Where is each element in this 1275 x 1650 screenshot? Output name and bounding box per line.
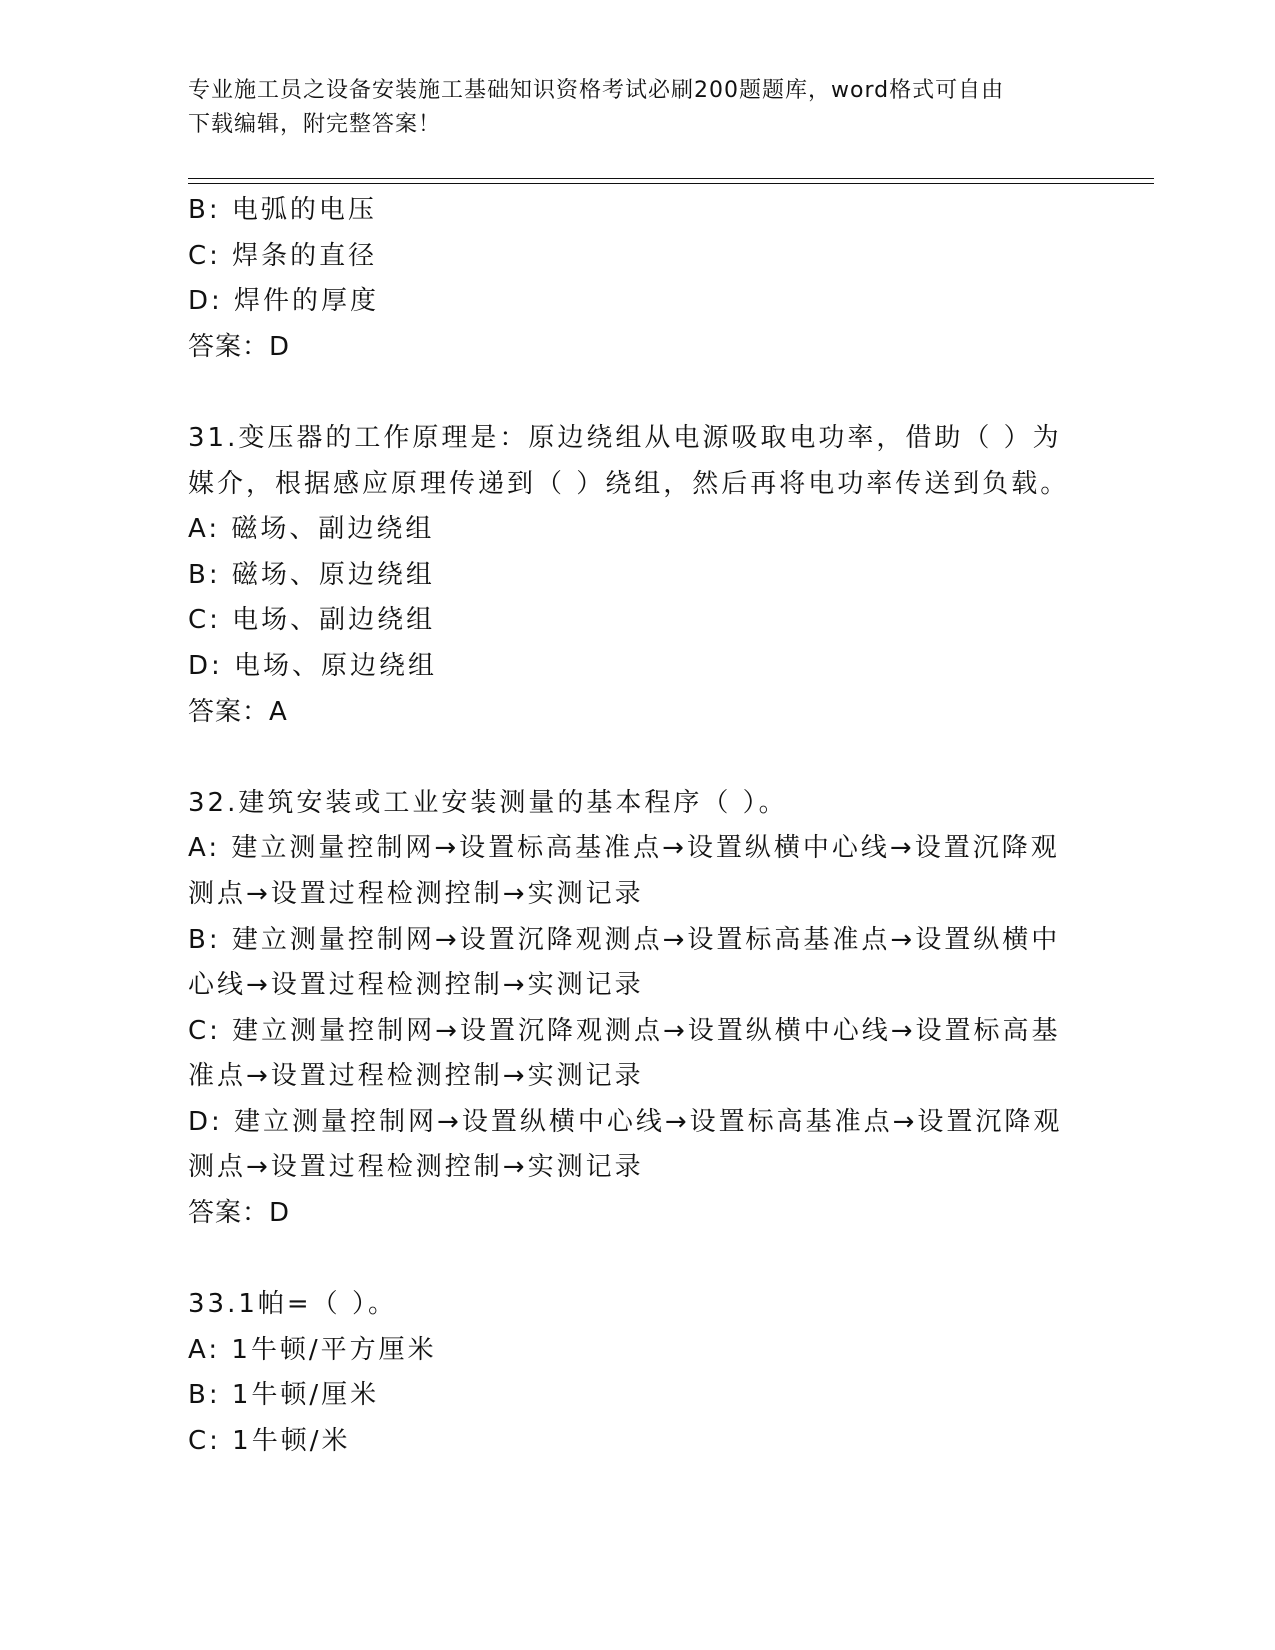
header-title-line-2: 下载编辑，附完整答案！: [188, 112, 442, 137]
question-31-option-b: B: 磁场、原边绕组: [188, 559, 435, 590]
document-body: [188, 188, 1088, 1465]
question-32-option-d-line-1: D: 建立测量控制网→设置纵横中心线→设置标高基准点→设置沉降观: [188, 1106, 1063, 1137]
question-32-option-c-line-1: C: 建立测量控制网→设置沉降观测点→设置纵横中心线→设置标高基: [188, 1015, 1061, 1046]
question-32-option-b-line-1: B: 建立测量控制网→设置沉降观测点→设置标高基准点→设置纵横中: [188, 924, 1061, 955]
question-31-option-d: D: 电场、原边绕组: [188, 650, 438, 681]
option-d: D: 焊件的厚度: [188, 286, 380, 317]
question-32-option-b-line-2: 心线→设置过程检测控制→实测记录: [188, 970, 644, 1001]
document-header: [188, 74, 1088, 142]
question-32-option-a-line-2: 测点→设置过程检测控制→实测记录: [188, 878, 644, 909]
question-33-stem: 33.1帕=（ ）。: [188, 1289, 397, 1320]
option-c: C: 焊条的直径: [188, 240, 378, 271]
question-32-stem: 32.建筑安装或工业安装测量的基本程序（ ）。: [188, 787, 788, 818]
header-rule-top: [188, 178, 1154, 179]
question-32-option-a-line-1: A: 建立测量控制网→设置标高基准点→设置纵横中心线→设置沉降观: [188, 833, 1060, 864]
option-b: B: 电弧的电压: [188, 195, 377, 225]
question-31-stem-line-2: 媒介，根据感应原理传递到（ ）绕组，然后再将电功率传送到负载。: [188, 468, 1070, 499]
question-32-answer: 答案：D: [188, 1198, 291, 1229]
spacer: [188, 1237, 1088, 1283]
question-33-option-a: A: 1牛顿/平方厘米: [188, 1334, 437, 1365]
question-31-stem-line-1: 31.变压器的工作原理是：原边绕组从电源吸取电功率，借助（ ）为: [188, 422, 1062, 453]
header-title-line-1: 专业施工员之设备安装施工基础知识资格考试必刷200题题库，word格式可自由: [188, 78, 1005, 103]
question-31-option-a: A: 磁场、副边绕组: [188, 514, 435, 545]
answer-line: 答案：D: [188, 331, 291, 362]
question-31-answer: 答案：A: [188, 696, 288, 727]
spacer: [188, 370, 1088, 416]
question-33-option-b: B: 1牛顿/厘米: [188, 1380, 380, 1411]
header-rule-bottom: [188, 183, 1154, 184]
question-33-option-c: C: 1牛顿/米: [188, 1426, 351, 1457]
question-32-option-d-line-2: 测点→设置过程检测控制→实测记录: [188, 1152, 644, 1183]
question-31-option-c: C: 电场、副边绕组: [188, 605, 436, 636]
question-32-option-c-line-2: 准点→设置过程检测控制→实测记录: [188, 1061, 644, 1092]
spacer: [188, 735, 1088, 781]
